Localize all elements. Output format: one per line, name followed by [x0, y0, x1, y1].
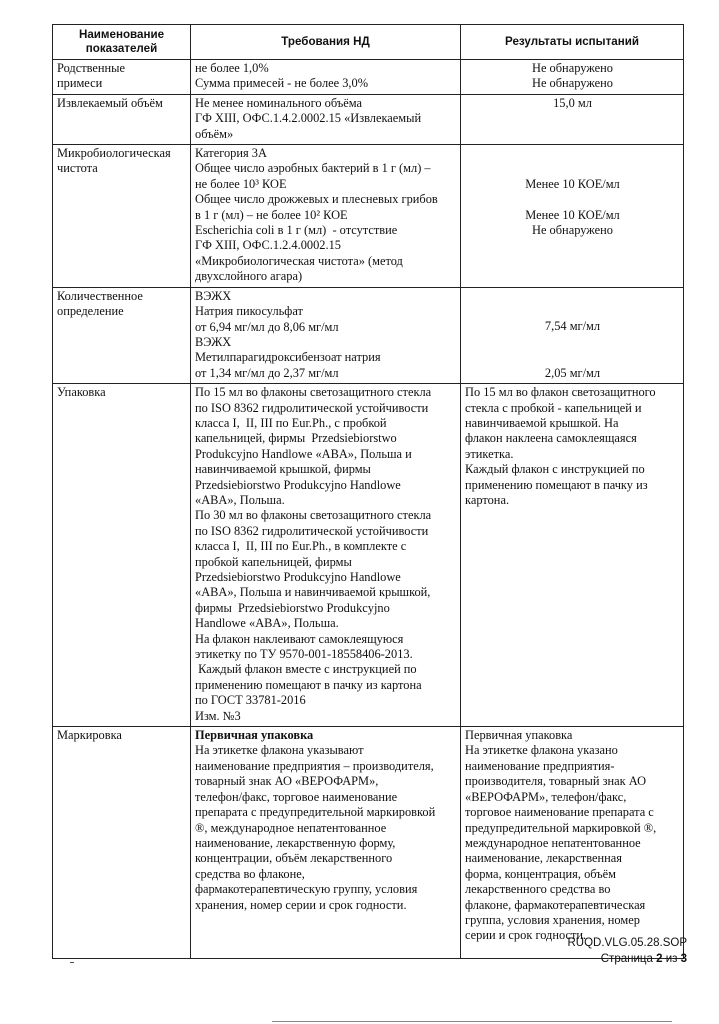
requirement-line: ГФ XIII, ОФС.1.4.2.0002.15 «Извлекаемый — [195, 111, 422, 126]
result-line: производителя, товарный знак АО — [465, 774, 647, 789]
requirement-line: по ГОСТ 33781-2016 — [195, 693, 306, 708]
result-line: группа, условия хранения, номер — [465, 912, 640, 927]
requirement-line: Метилпарагидроксибензоат натрия — [195, 350, 381, 365]
requirement-cell — [191, 384, 461, 727]
result-line: 2,05 мг/мл — [544, 365, 601, 380]
result-line: Не обнаружено — [532, 76, 613, 91]
result-line: Не обнаружено — [532, 223, 613, 238]
requirement-line: капельницей, фирмы Przedsiebiorstwo — [195, 431, 397, 446]
requirement-line: наименование, лекарственную форму, — [195, 835, 396, 850]
header-results: Результаты испытаний — [461, 25, 684, 60]
result-cell — [461, 94, 684, 144]
result-line: Менее 10 КОЕ/мл — [525, 207, 620, 222]
requirement-line: средства во флаконе, — [195, 866, 305, 881]
requirement-line: Общее число аэробных бактерий в 1 г (мл) – — [195, 161, 431, 176]
requirement-line: от 1,34 мг/мл до 2,37 мг/мл — [195, 365, 339, 380]
requirement-line: класса I, II, III по Eur.Ph., с пробкой — [195, 415, 387, 430]
requirement-line: Escherichia coli в 1 г (мл) - отсутствие — [195, 223, 398, 238]
result-cell — [461, 287, 684, 383]
header-indicators — [53, 25, 191, 60]
result-line: Первичная упаковка — [465, 728, 573, 743]
requirement-line: товарный знак АО «ВЕРОФАРМ», — [195, 774, 379, 789]
indicator-cell — [53, 727, 191, 959]
page-current: 2 — [656, 953, 663, 965]
indicator-cell — [53, 287, 191, 383]
result-line: форма, концентрация, объём — [465, 866, 617, 881]
requirement-line: от 6,94 мг/мл до 8,06 мг/мл — [195, 319, 339, 334]
requirement-cell — [191, 145, 461, 288]
result-cell — [461, 60, 684, 95]
result-line: Каждый флакон с инструкцией по — [465, 462, 645, 477]
result-line: наименование предприятия- — [465, 758, 615, 773]
requirement-line: двухслойного агара) — [195, 269, 303, 284]
requirement-subtitle: Первичная упаковка — [195, 728, 314, 743]
indicator-cell — [53, 60, 191, 95]
result-line: флаконе, фармакотерапевтическая — [465, 897, 646, 912]
requirement-line: хранения, номер серии и срок годности. — [195, 897, 407, 912]
result-line: стекла с пробкой - капельницей и — [465, 400, 642, 415]
indicator-cell — [53, 94, 191, 144]
requirement-cell — [191, 94, 461, 144]
requirement-line: Каждый флакон вместе с инструкцией по — [195, 662, 417, 677]
result-line: серии и срок годности. — [465, 928, 587, 943]
requirement-line: этикетку по ТУ 9570-001-18558406-2013. — [195, 647, 413, 662]
page-number — [567, 953, 687, 965]
requirement-line: в 1 г (мл) – не более 10² КОЕ — [195, 207, 348, 222]
requirement-line: применению помещают в пачку из картона — [195, 677, 422, 692]
requirement-line: «Микробиологическая чистота» (метод — [195, 253, 403, 268]
indicator-line: Извлекаемый объём — [57, 95, 163, 110]
result-line: Менее 10 КОЕ/мл — [525, 176, 620, 191]
header-col1-line: Наименование — [78, 28, 165, 41]
requirement-line: фирмы Przedsiebiorstwo Produkcyjno — [195, 600, 390, 615]
requirement-line: На флакон наклеивают самоклеящуюся — [195, 631, 404, 646]
requirement-line: Produkcyjno Handlowe «ABA», Польша и — [195, 446, 412, 461]
indicator-cell — [53, 384, 191, 727]
result-line: предупредительной маркировкой ®, — [465, 820, 657, 835]
result-line: «ВЕРОФАРМ», телефон/факс, — [465, 789, 627, 804]
requirement-line: объём» — [195, 126, 234, 141]
header-requirements: Требования НД — [191, 25, 461, 60]
requirement-line: Категория 3А — [195, 146, 267, 161]
requirement-cell — [191, 727, 461, 959]
indicator-cell — [53, 145, 191, 288]
requirement-line: концентрации, объём лекарственного — [195, 851, 393, 866]
indicator-line: Количественное — [57, 288, 143, 303]
requirement-line: пробкой капельницей, фирмы — [195, 554, 352, 569]
table-row-impurities — [53, 60, 684, 95]
requirement-line: Натрия пикосульфат — [195, 304, 303, 319]
requirement-line: навинчиваемой крышкой, фирмы — [195, 462, 371, 477]
result-cell — [461, 145, 684, 288]
result-cell — [461, 384, 684, 727]
result-line: наименование, лекарственная — [465, 851, 622, 866]
requirement-line: Общее число дрожжевых и плесневых грибов — [195, 192, 438, 207]
specification-table — [52, 24, 684, 959]
result-line: навинчиваемой крышкой. На — [465, 415, 619, 430]
requirement-cell — [191, 287, 461, 383]
requirement-line: фармакотерапевтическую группу, условия — [195, 882, 418, 897]
requirement-line: Не менее номинального объёма — [195, 95, 362, 110]
requirement-line: не более 1,0% — [195, 61, 269, 75]
requirement-line: По 15 мл во флаконы светозащитного стекла — [195, 385, 432, 400]
requirement-line: ГФ XIII, ОФС.1.2.4.0002.15 — [195, 238, 341, 253]
requirement-line: Сумма примесей - не более 3,0% — [195, 76, 369, 91]
requirement-line: препарата с предупредительной маркировкой — [195, 805, 436, 820]
requirement-line: по ISO 8362 гидролитической устойчивости — [195, 400, 429, 415]
requirement-line: не более 10³ КОЕ — [195, 176, 287, 191]
result-line: По 15 мл во флакон светозащитного — [465, 385, 656, 400]
requirement-cell — [191, 60, 461, 95]
table-row-packaging — [53, 384, 684, 727]
requirement-line: Изм. №3 — [195, 708, 241, 723]
result-line: картона. — [465, 492, 510, 507]
indicator-line: Упаковка — [57, 385, 106, 400]
page-of-label: из — [665, 953, 678, 965]
indicator-line: Микробиологическая — [57, 146, 171, 161]
header-col1-line: показателей — [85, 42, 158, 55]
result-line: этикетка. — [465, 446, 514, 461]
requirement-line: класса I, II, III по Eur.Ph., в комплекте с — [195, 539, 407, 554]
result-line: лекарственного средства во — [465, 882, 611, 897]
requirement-line: По 30 мл во флаконы светозащитного стекла — [195, 508, 432, 523]
requirement-line: ®, международное непатентованное — [195, 820, 387, 835]
requirement-line: наименование предприятия – производителя, — [195, 758, 434, 773]
requirement-line: по ISO 8362 гидролитической устойчивости — [195, 523, 429, 538]
document-code: RUQD.VLG.05.28.SOP — [567, 937, 687, 949]
table-row-assay — [53, 287, 684, 383]
table-row-labeling — [53, 727, 684, 959]
page-footer — [567, 937, 687, 965]
table-row-microbiology — [53, 145, 684, 288]
indicator-line: чистота — [57, 161, 98, 176]
result-line: На этикетке флакона указано — [465, 743, 618, 758]
table-header-row — [53, 25, 684, 60]
result-line: применению помещают в пачку из — [465, 477, 648, 492]
result-line: торговое наименование препарата с — [465, 805, 654, 820]
scan-speck — [70, 962, 74, 963]
result-line: международное непатентованное — [465, 835, 641, 850]
indicator-line: примеси — [57, 76, 103, 91]
indicator-line: определение — [57, 304, 124, 319]
scan-edge-line — [272, 1021, 672, 1022]
requirement-line: телефон/факс, торговое наименование — [195, 789, 398, 804]
requirement-line: На этикетке флакона указывают — [195, 743, 364, 758]
result-line: Не обнаружено — [532, 61, 613, 75]
result-line: флакон наклеена самоклеящаяся — [465, 431, 637, 446]
requirement-line: Handlowe «ABA», Польша. — [195, 616, 339, 631]
requirement-line: Przedsiebiorstwo Produkcyjno Handlowe — [195, 477, 401, 492]
page-total: 3 — [680, 953, 687, 965]
result-line: 15,0 мл — [553, 95, 592, 110]
requirement-line: «ABA», Польша и навинчиваемой крышкой, — [195, 585, 431, 600]
indicator-line: Маркировка — [57, 728, 122, 743]
result-cell — [461, 727, 684, 959]
page-label: Страница — [600, 953, 653, 965]
result-line: 7,54 мг/мл — [544, 319, 601, 334]
requirement-line: Przedsiebiorstwo Produkcyjno Handlowe — [195, 570, 401, 584]
requirement-line: ВЭЖХ — [195, 288, 232, 303]
indicator-line: Родственные — [57, 61, 126, 75]
requirement-line: ВЭЖХ — [195, 334, 232, 349]
requirement-line: «ABA», Польша. — [195, 492, 285, 507]
table-row-volume — [53, 94, 684, 144]
